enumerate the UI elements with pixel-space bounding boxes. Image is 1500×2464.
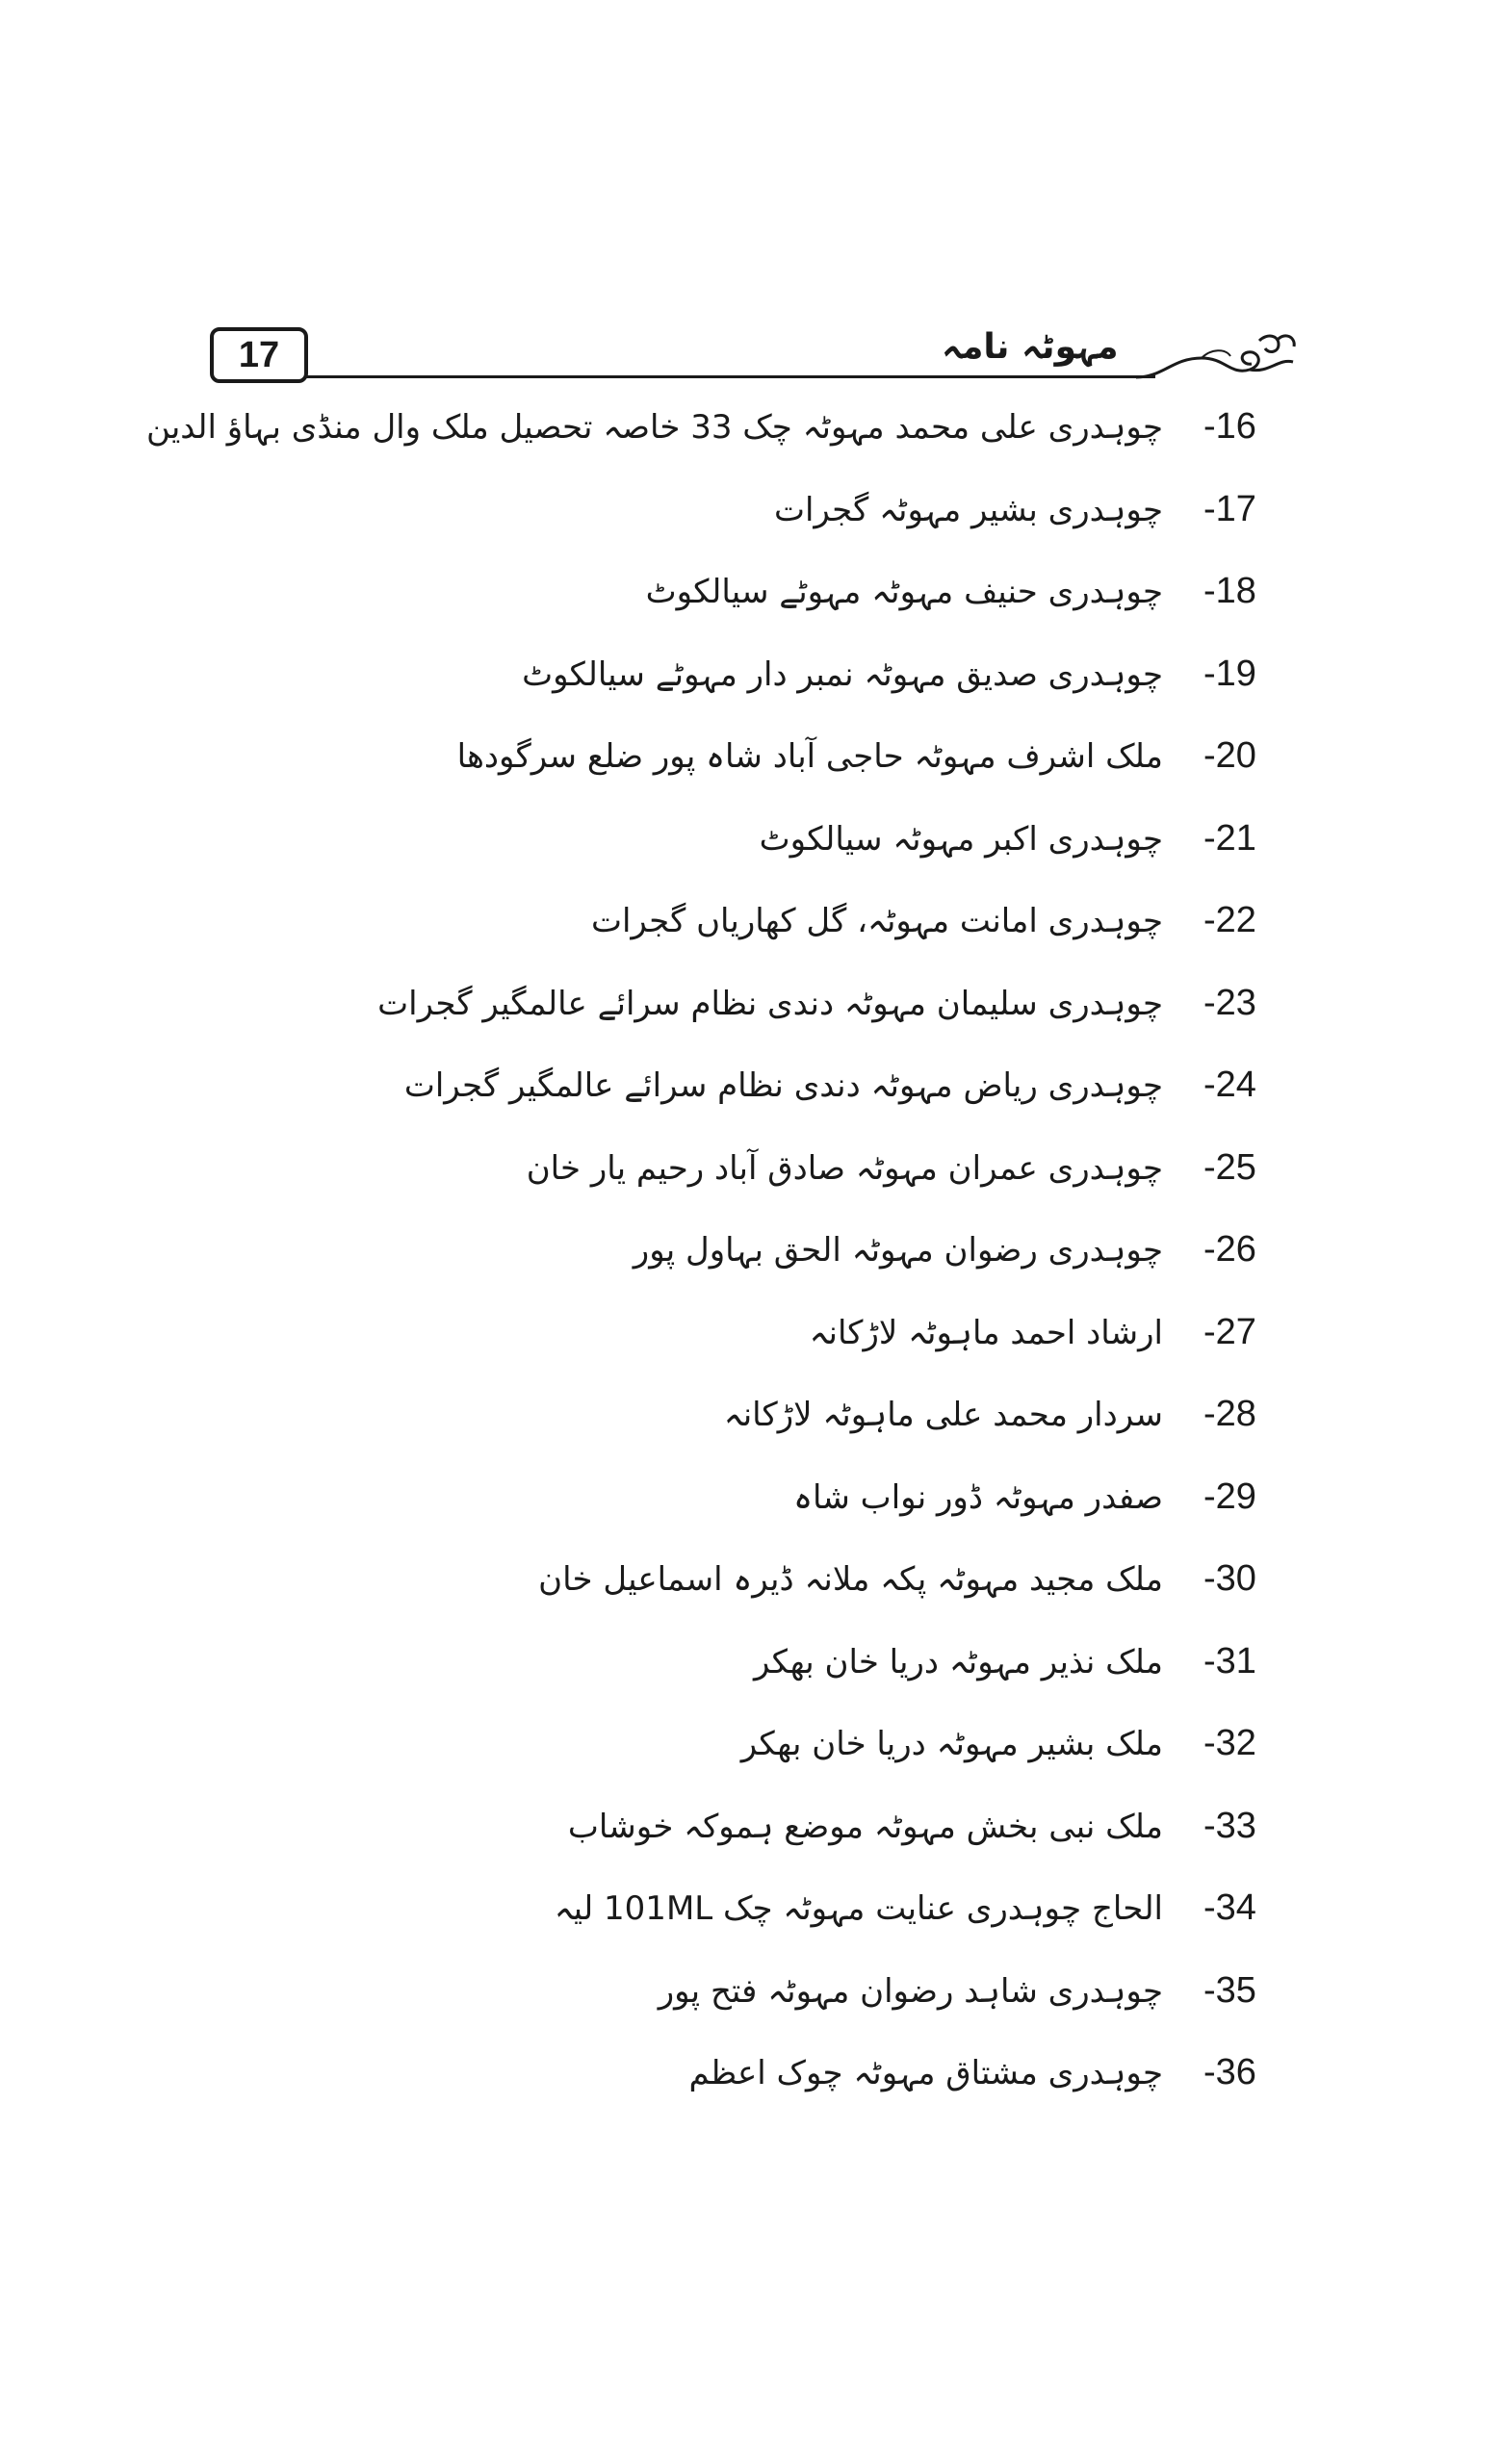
list-item <box>289 1134 1290 1217</box>
list-item <box>289 1298 1290 1381</box>
entry-number: -22 <box>1203 900 1256 940</box>
entry-text: چوہدری صدیق مہوٹہ نمبر دار مہوٹے سیالکوٹ <box>522 654 1163 694</box>
name-list <box>145 393 1290 2121</box>
entry-number: -30 <box>1203 1558 1256 1599</box>
entry-number: -25 <box>1203 1146 1256 1188</box>
list-item <box>289 1628 1290 1710</box>
list-item <box>145 393 1290 475</box>
entry-number: -28 <box>1203 1394 1256 1434</box>
entry-text: الحاج چوہدری عنایت مہوٹہ چک 101ML لیہ <box>554 1889 1163 1928</box>
entry-text: چوہدری رضوان مہوٹہ الحق بہاول پور <box>633 1231 1163 1270</box>
list-item <box>289 1874 1290 1957</box>
entry-text: چوہدری شاہد رضوان مہوٹہ فتح پور <box>658 1971 1163 2011</box>
entry-number: -24 <box>1203 1065 1256 1105</box>
entry-text: سردار محمد علی ماہوٹہ لاڑکانہ <box>723 1396 1163 1434</box>
entry-text: چوہدری حنیف مہوٹہ مہوٹے سیالکوٹ <box>645 573 1163 611</box>
list-item <box>289 886 1290 969</box>
entry-number: -17 <box>1203 488 1256 529</box>
list-item <box>289 1051 1290 1134</box>
book-title: مہوٹہ نامہ <box>942 326 1119 367</box>
entry-text: چوہدری بشیر مہوٹہ گجرات <box>773 490 1163 529</box>
entry-text: ملک مجید مہوٹہ پکہ ملانہ ڈیرہ اسماعیل خان <box>538 1560 1163 1599</box>
entry-text: چوہدری ریاض مہوٹہ دندی نظام سرائے عالمگیر گجرات <box>403 1066 1163 1105</box>
entry-number: -18 <box>1203 571 1256 611</box>
entry-text: ملک اشرف مہوٹہ حاجی آباد شاہ پور ضلع سرگودھا <box>456 737 1163 776</box>
entry-number: -32 <box>1203 1723 1256 1763</box>
entry-text: چوہدری مشتاق مہوٹہ چوک اعظم <box>688 2054 1163 2092</box>
entry-number: -29 <box>1203 1476 1256 1517</box>
list-item <box>289 1463 1290 1546</box>
list-item <box>289 1216 1290 1298</box>
entry-number: -35 <box>1203 1969 1256 2011</box>
header-divider <box>306 375 1155 378</box>
entry-number: -23 <box>1203 982 1256 1023</box>
entry-number: -21 <box>1203 817 1256 859</box>
entry-text: چوہدری علی محمد مہوٹہ چک 33 خاصہ تحصیل ملک وال منڈی بہاؤ الدین <box>145 408 1163 447</box>
entry-text: چوہدری عمران مہوٹہ صادق آباد رحیم یار خان <box>526 1148 1163 1188</box>
list-item <box>289 722 1290 805</box>
list-item <box>289 969 1290 1052</box>
list-item <box>289 557 1290 640</box>
entry-number: -36 <box>1203 2052 1256 2092</box>
entry-text: چوہدری اکبر مہوٹہ سیالکوٹ <box>759 819 1163 859</box>
entry-text: ملک بشیر مہوٹہ دریا خان بھکر <box>740 1725 1163 1763</box>
list-item <box>289 1709 1290 1792</box>
list-item <box>289 475 1290 558</box>
list-item <box>289 1957 1290 2040</box>
entry-number: -27 <box>1203 1311 1256 1352</box>
page-number: 17 <box>210 327 308 383</box>
list-item <box>289 640 1290 723</box>
entry-number: -33 <box>1203 1805 1256 1846</box>
entry-number: -19 <box>1203 653 1256 694</box>
entry-number: -20 <box>1203 735 1256 776</box>
entry-text: صفدر مہوٹہ ڈور نواب شاہ <box>793 1477 1163 1517</box>
page-header <box>210 318 1290 395</box>
entry-text: ملک نذیر مہوٹہ دریا خان بھکر <box>754 1642 1163 1681</box>
list-item <box>289 805 1290 887</box>
entry-number: -26 <box>1203 1229 1256 1270</box>
list-item <box>289 1792 1290 1875</box>
list-item <box>289 1380 1290 1463</box>
entry-number: -16 <box>1203 406 1256 447</box>
entry-number: -31 <box>1203 1640 1256 1681</box>
entry-text: ارشاد احمد ماہوٹہ لاڑکانہ <box>809 1313 1163 1352</box>
list-item <box>289 2039 1290 2121</box>
entry-text: ملک نبی بخش مہوٹہ موضع ہموکہ خوشاب <box>567 1807 1163 1846</box>
entry-text: چوہدری سلیمان مہوٹہ دندی نظام سرائے عالمگیر گجرات <box>377 984 1163 1023</box>
list-item <box>289 1545 1290 1628</box>
entry-text: چوہدری امانت مہوٹہ، گل کھاریاں گجرات <box>590 902 1163 940</box>
entry-number: -34 <box>1203 1887 1256 1928</box>
scroll-ornament-icon <box>1134 320 1298 387</box>
